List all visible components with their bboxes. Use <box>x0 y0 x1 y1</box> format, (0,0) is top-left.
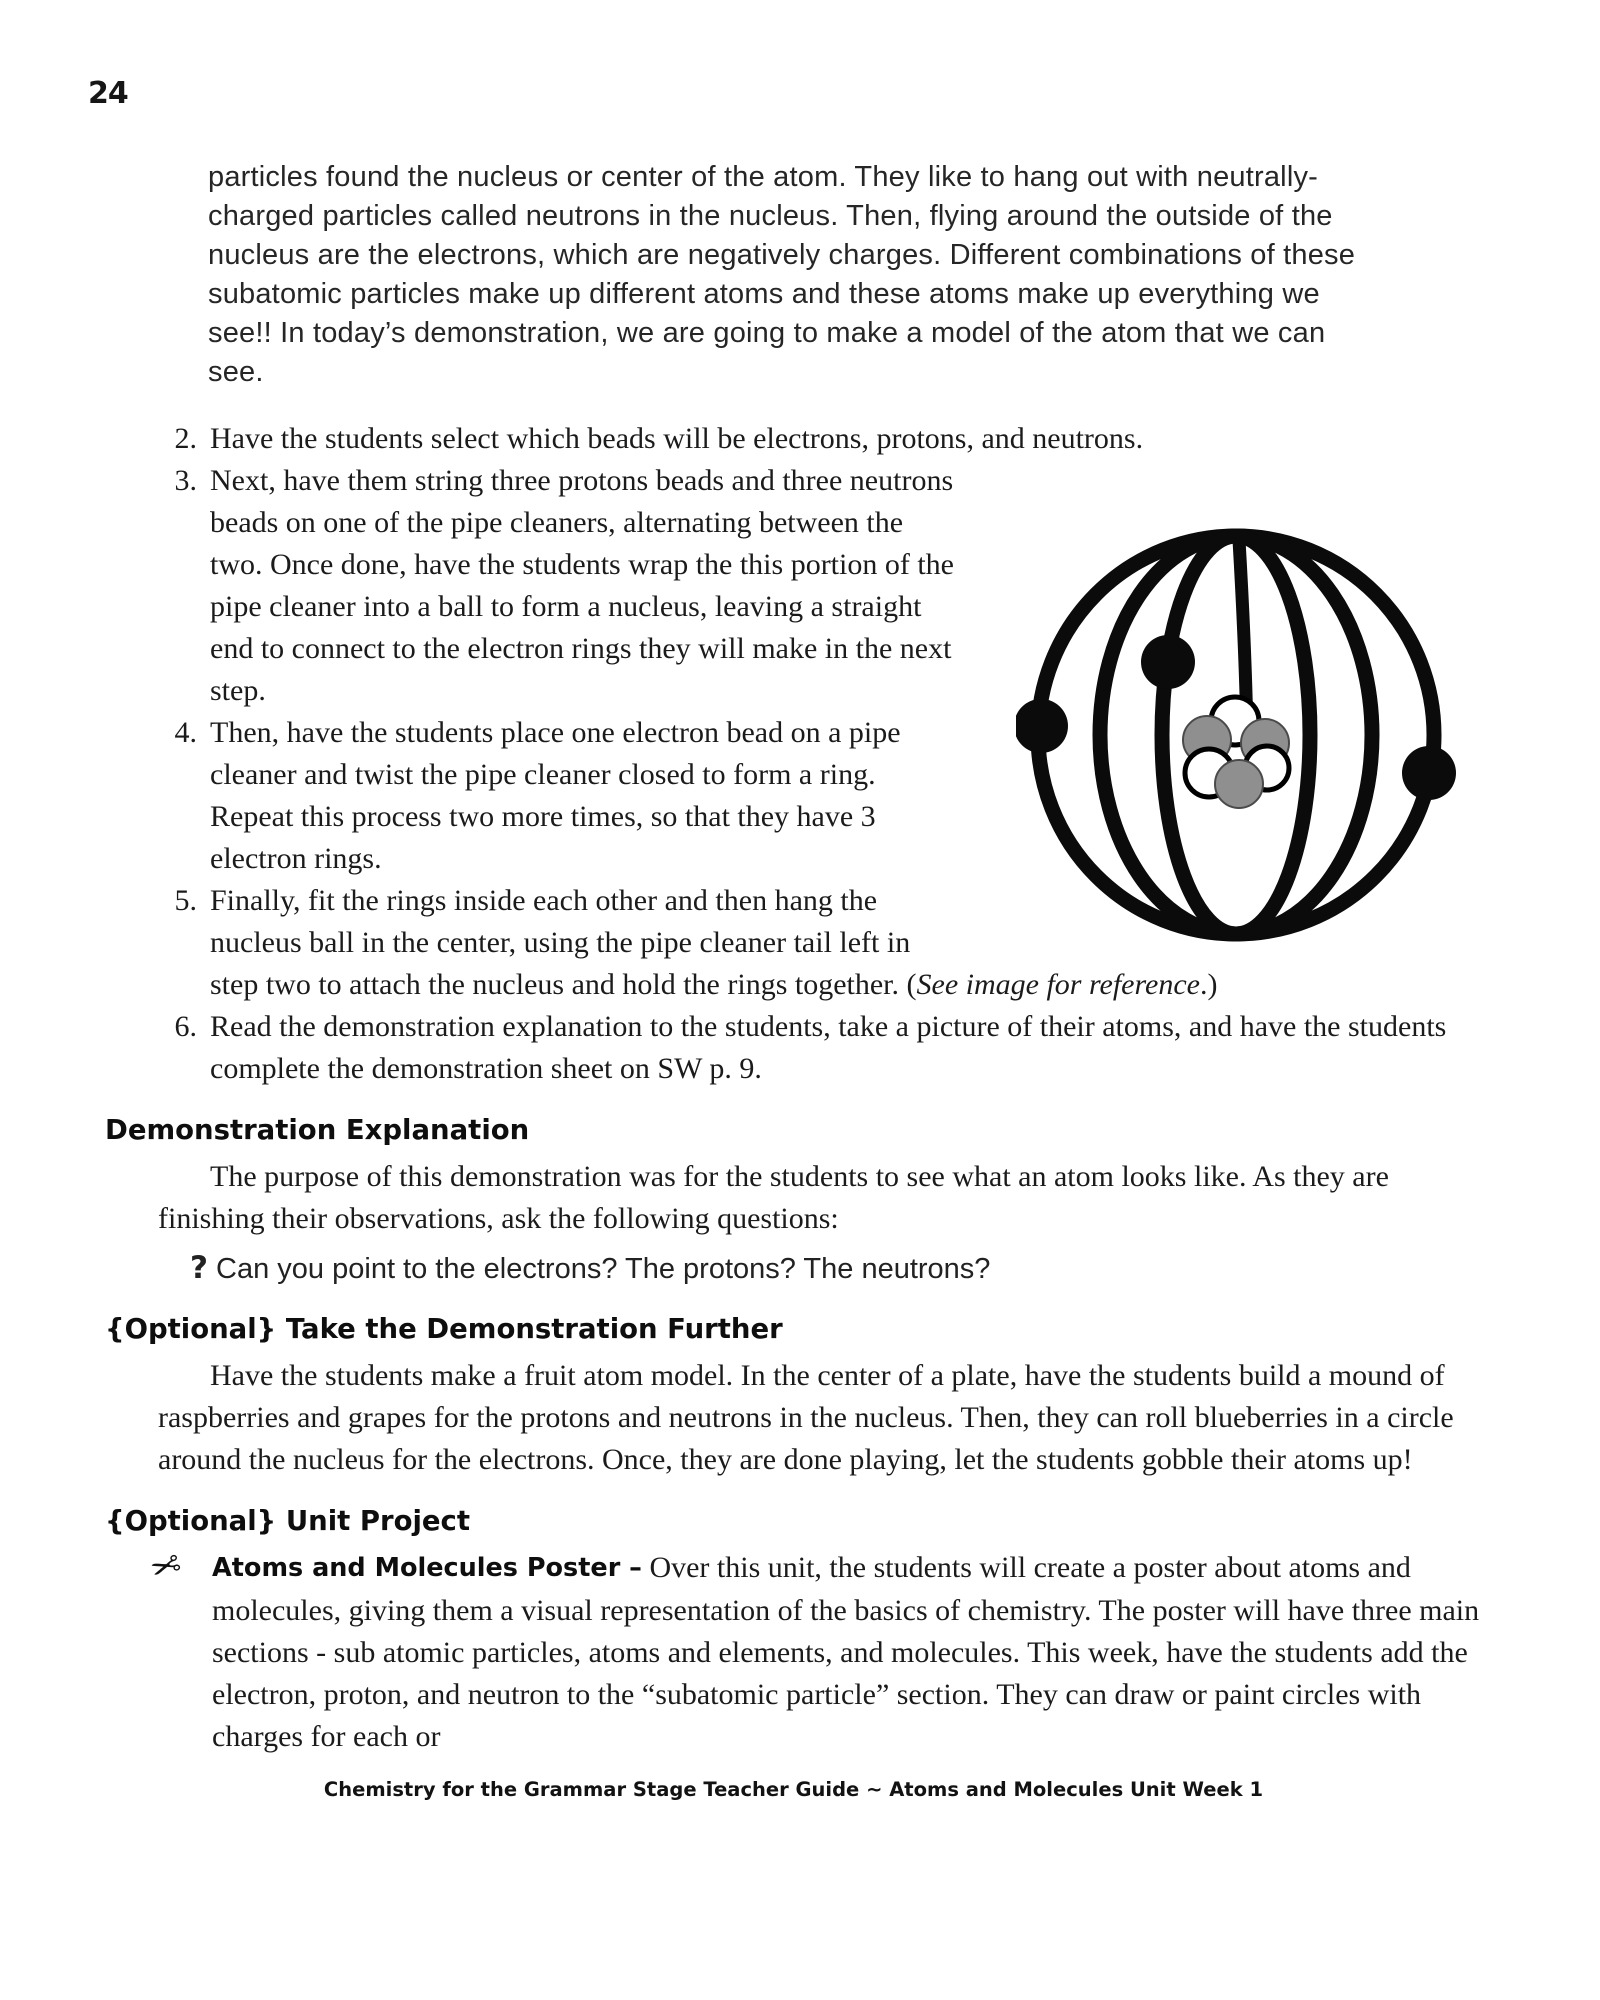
unit-project-poster-item <box>105 1543 1482 1758</box>
step-number: 2. <box>174 422 197 455</box>
list-item-step-2 <box>105 418 1482 460</box>
page-footer: Chemistry for the Grammar Stage Teacher Guide ~ Atoms and Molecules Unit Week 1 <box>323 1778 1264 1801</box>
list-item-step-4 <box>105 712 1482 880</box>
intro-script-paragraph: particles found the nucleus or center of the atom. They like to hang out with neutrally-charged particles called neutrons in the nucleus. Then, flying around the outside of the nucleus are the electrons, which are negatively charges. Different combinations of these subatomic particles make up different atoms and these atoms make up everything we see!! In today’s demonstration, we are going to make a model of the atom that we can see. <box>208 161 1356 388</box>
section-heading-demonstration-explanation: Demonstration Explanation <box>105 1114 530 1146</box>
numbered-steps-list <box>105 418 1482 1090</box>
step-text: Then, have the students place one electron bead on a pipe cleaner and twist the pipe cleaner closed to form a ring. Repeat this process two more times, so that they have 3 electron rings. <box>210 716 901 875</box>
step-number: 3. <box>174 464 197 497</box>
section-heading-unit-project: {Optional} Unit Project <box>105 1505 471 1537</box>
section-heading-optional-further: {Optional} Take the Demonstration Further <box>105 1313 783 1345</box>
demonstration-explanation-paragraph: The purpose of this demonstration was for the students to see what an atom looks like. As they are finishing their observations, ask the following questions: <box>158 1160 1389 1235</box>
scissors-icon: ✂ <box>145 1543 187 1592</box>
list-item-step-6 <box>105 1006 1482 1090</box>
step-text: Finally, fit the rings inside each other and then hang the nucleus ball in the center, using the pipe cleaner tail left in step two to attach the nucleus and hold the rings together. (See image for reference.) <box>210 884 1218 1001</box>
question-mark-bullet: ? <box>190 1250 208 1286</box>
poster-item-label: Atoms and Molecules Poster – <box>212 1553 642 1583</box>
optional-further-paragraph: Have the students make a fruit atom model. In the center of a plate, have the students build a mound of raspberries and grapes for the protons and neutrons in the nucleus. Then, they can roll blueberries in a circle around the nucleus for the electrons. Once, they are done playing, let the students gobble their atoms up! <box>158 1359 1454 1476</box>
page-number: 24 <box>88 76 128 111</box>
step-text: Have the students select which beads will be electrons, protons, and neutrons. <box>210 422 1144 455</box>
step-text: Next, have them string three protons beads and three neutrons beads on one of the pipe cleaners, alternating between the two. Once done, have the students wrap the this portion of the pipe cleaner into a ball to form a nucleus, leaving a straight end to connect to the electron rings they will make in the next step. <box>210 464 954 707</box>
poster-item-text: Over this unit, the students will create a poster about atoms and molecules, giving them a visual representation of the basics of chemistry. The poster will have three main sections - sub atomic particles, atoms and elements, and molecules. This week, have the students add the electron, proton, and neutron to the “subatomic particle” section. They can draw or paint circles with charges for each or <box>212 1551 1480 1753</box>
question-text: Can you point to the electrons? The protons? The neutrons? <box>216 1253 991 1285</box>
italic-reference-note: See image for reference <box>916 968 1200 1001</box>
step-number: 5. <box>174 884 197 917</box>
step-number: 4. <box>174 716 197 749</box>
step-text: Read the demonstration explanation to the students, take a picture of their atoms, and have the students complete the demonstration sheet on SW p. 9. <box>210 1010 1447 1085</box>
list-item-step-5 <box>105 880 1482 1006</box>
list-item-step-3 <box>105 460 1482 712</box>
discussion-question-line <box>190 1248 1482 1289</box>
step-number: 6. <box>174 1010 197 1043</box>
